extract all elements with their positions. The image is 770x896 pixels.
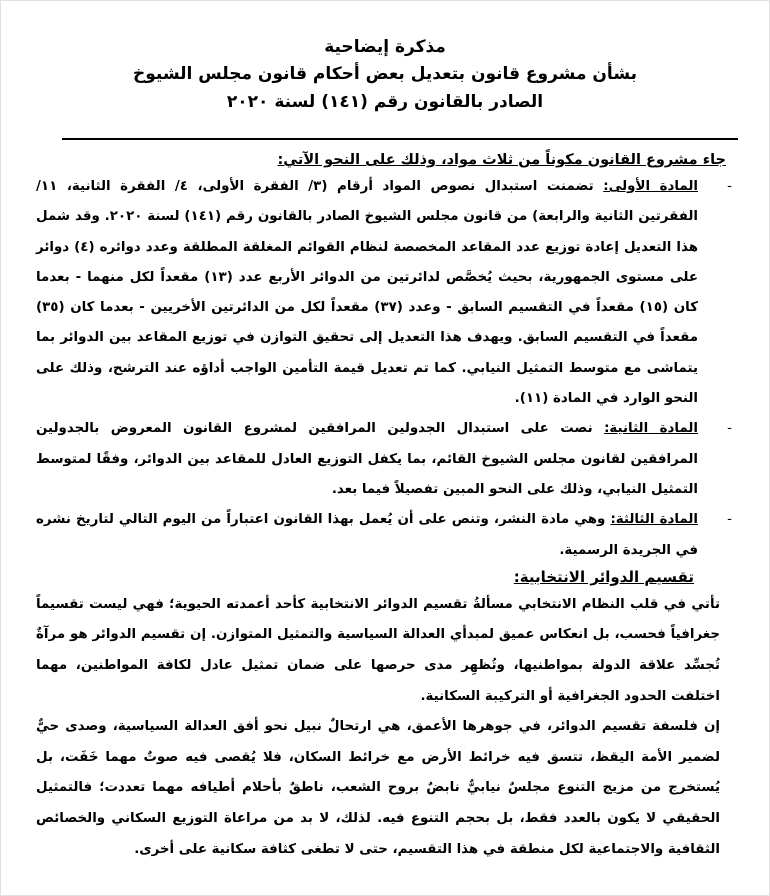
article-item: [36, 172, 734, 414]
article-text: وهي مادة النشر، وتنص على أن يُعمل بهذا القانون اعتباراً من اليوم التالي لتاريخ نشره في الجريدة الرسمية.: [36, 512, 698, 558]
articles-list: [36, 172, 734, 566]
section-paragraph: تأتي في قلب النظام الانتخابي مسألةُ تقسيم الدوائر الانتخابية كأحد أعمدته الحيوية؛ فهي ليست تقسيماً جغرافياً فحسب، بل انعكاس عميق لمبدأي العدالة السياسية والتمثيل المتوازن. إن تقسيم الدوائر هو مرآةٌ تُجسِّد علاقة الدولة بمواطنيها، وتُظهِر مدى حرصها على ضمان تمثيل عادل لكافة المواطنين، مهما اختلفت الحدود الجغرافية أو التركيبة السكانية.: [36, 596, 720, 704]
bullet-dash: -: [727, 512, 732, 528]
header-divider: [62, 138, 738, 140]
document-header: [36, 34, 734, 116]
section-heading: [36, 568, 734, 586]
article-text: نصت على استبدال الجدولين المرافقين لمشروع القانون المعروض بالجدولين المرافقين لقانون مجلس الشيوخ القائم، بما يكفل التوزيع العادل للمقاعد بين الدوائر، وفقًا لمتوسط التمثيل النيابي، وذلك على النحو المبين تفصيلاً فيما بعد.: [36, 421, 698, 497]
intro-heading-text: جاء مشروع القانون مكوناً من ثلاث مواد، وذلك على النحو الآتي:: [277, 152, 726, 168]
article-label: المادة الأولى:: [603, 179, 698, 194]
article-item: [36, 414, 734, 505]
intro-heading: [36, 152, 734, 168]
article-item: [36, 505, 734, 566]
document-issued-line: الصادر بالقانون رقم (١٤١) لسنة ٢٠٢٠: [226, 92, 544, 112]
document-title: مذكرة إيضاحية: [324, 37, 446, 57]
section-heading-text: تقسيم الدوائر الانتخابية:: [513, 567, 694, 586]
document-page: [36, 34, 734, 865]
bullet-dash: -: [727, 421, 732, 437]
article-label: المادة الثانية:: [604, 421, 698, 437]
document-subtitle: بشأن مشروع قانون بتعديل بعض أحكام قانون مجلس الشيوخ: [132, 64, 637, 84]
section-paragraph: إن فلسفة تقسيم الدوائر، في جوهرها الأعمق، هي ارتحالٌ نبيل نحو أفق العدالة السياسية، وصدى حيٌّ لضمير الأمة اليقظ، تتسق فيه خرائط الأرض مع خرائط السكان، فلا يُقصى فيه صوتٌ مهما خَفَت، بل يُستخرج من مزيج التنوع مجلسٌ نيابيٌّ نابضٌ بروح الشعب، ناطقٌ بأحلام أطيافه مهما تعددت؛ فالتمثيل الحقيقي لا يكون بالعدد فقط، بل بحجم التنوع فيه. لذلك، لا بد من مراعاة التوزيع السكاني والخصائص الثقافية والاجتماعية لكل منطقة في هذا التقسيم، حتى لا تطغى كثافة سكانية على أخرى.: [36, 719, 720, 857]
bullet-dash: -: [727, 179, 732, 194]
article-label: المادة الثالثة:: [610, 512, 698, 528]
article-text: تضمنت استبدال نصوص المواد أرقام (٣/ الفقرة الأولى، ٤/ الفقرة الثانية، ١١/ الفقرتين الثانية والرابعة) من قانون مجلس الشيوخ الصادر بالقانون رقم (١٤١) لسنة ٢٠٢٠. وقد شمل هذا التعديل إعادة توزيع عدد المقاعد المخصصة لنظام القوائم المغلقة المطلقة وعدد دوائره (٤) دوائر على مستوى الجمهورية، بحيث يُخصَّص لدائرتين من الدوائر الأربع عدد (١٣) مقعداً لكل منهما - بعدما كان (١٥) مقعداً في التقسيم السابق - وعدد (٣٧) مقعداً لكل من الدائرتين الأخريين - بعدما كان (٣٥) مقعداً في التقسيم السابق. ويهدف هذا التعديل إلى تحقيق التوازن في توزيع المقاعد بين الدوائر بما يتماشى مع متوسط التمثيل النيابي. كما تم تعديل قيمة التأمين الواجب أداؤه عند الترشح، وذلك على النحو الوارد في المادة (١١).: [36, 179, 699, 407]
